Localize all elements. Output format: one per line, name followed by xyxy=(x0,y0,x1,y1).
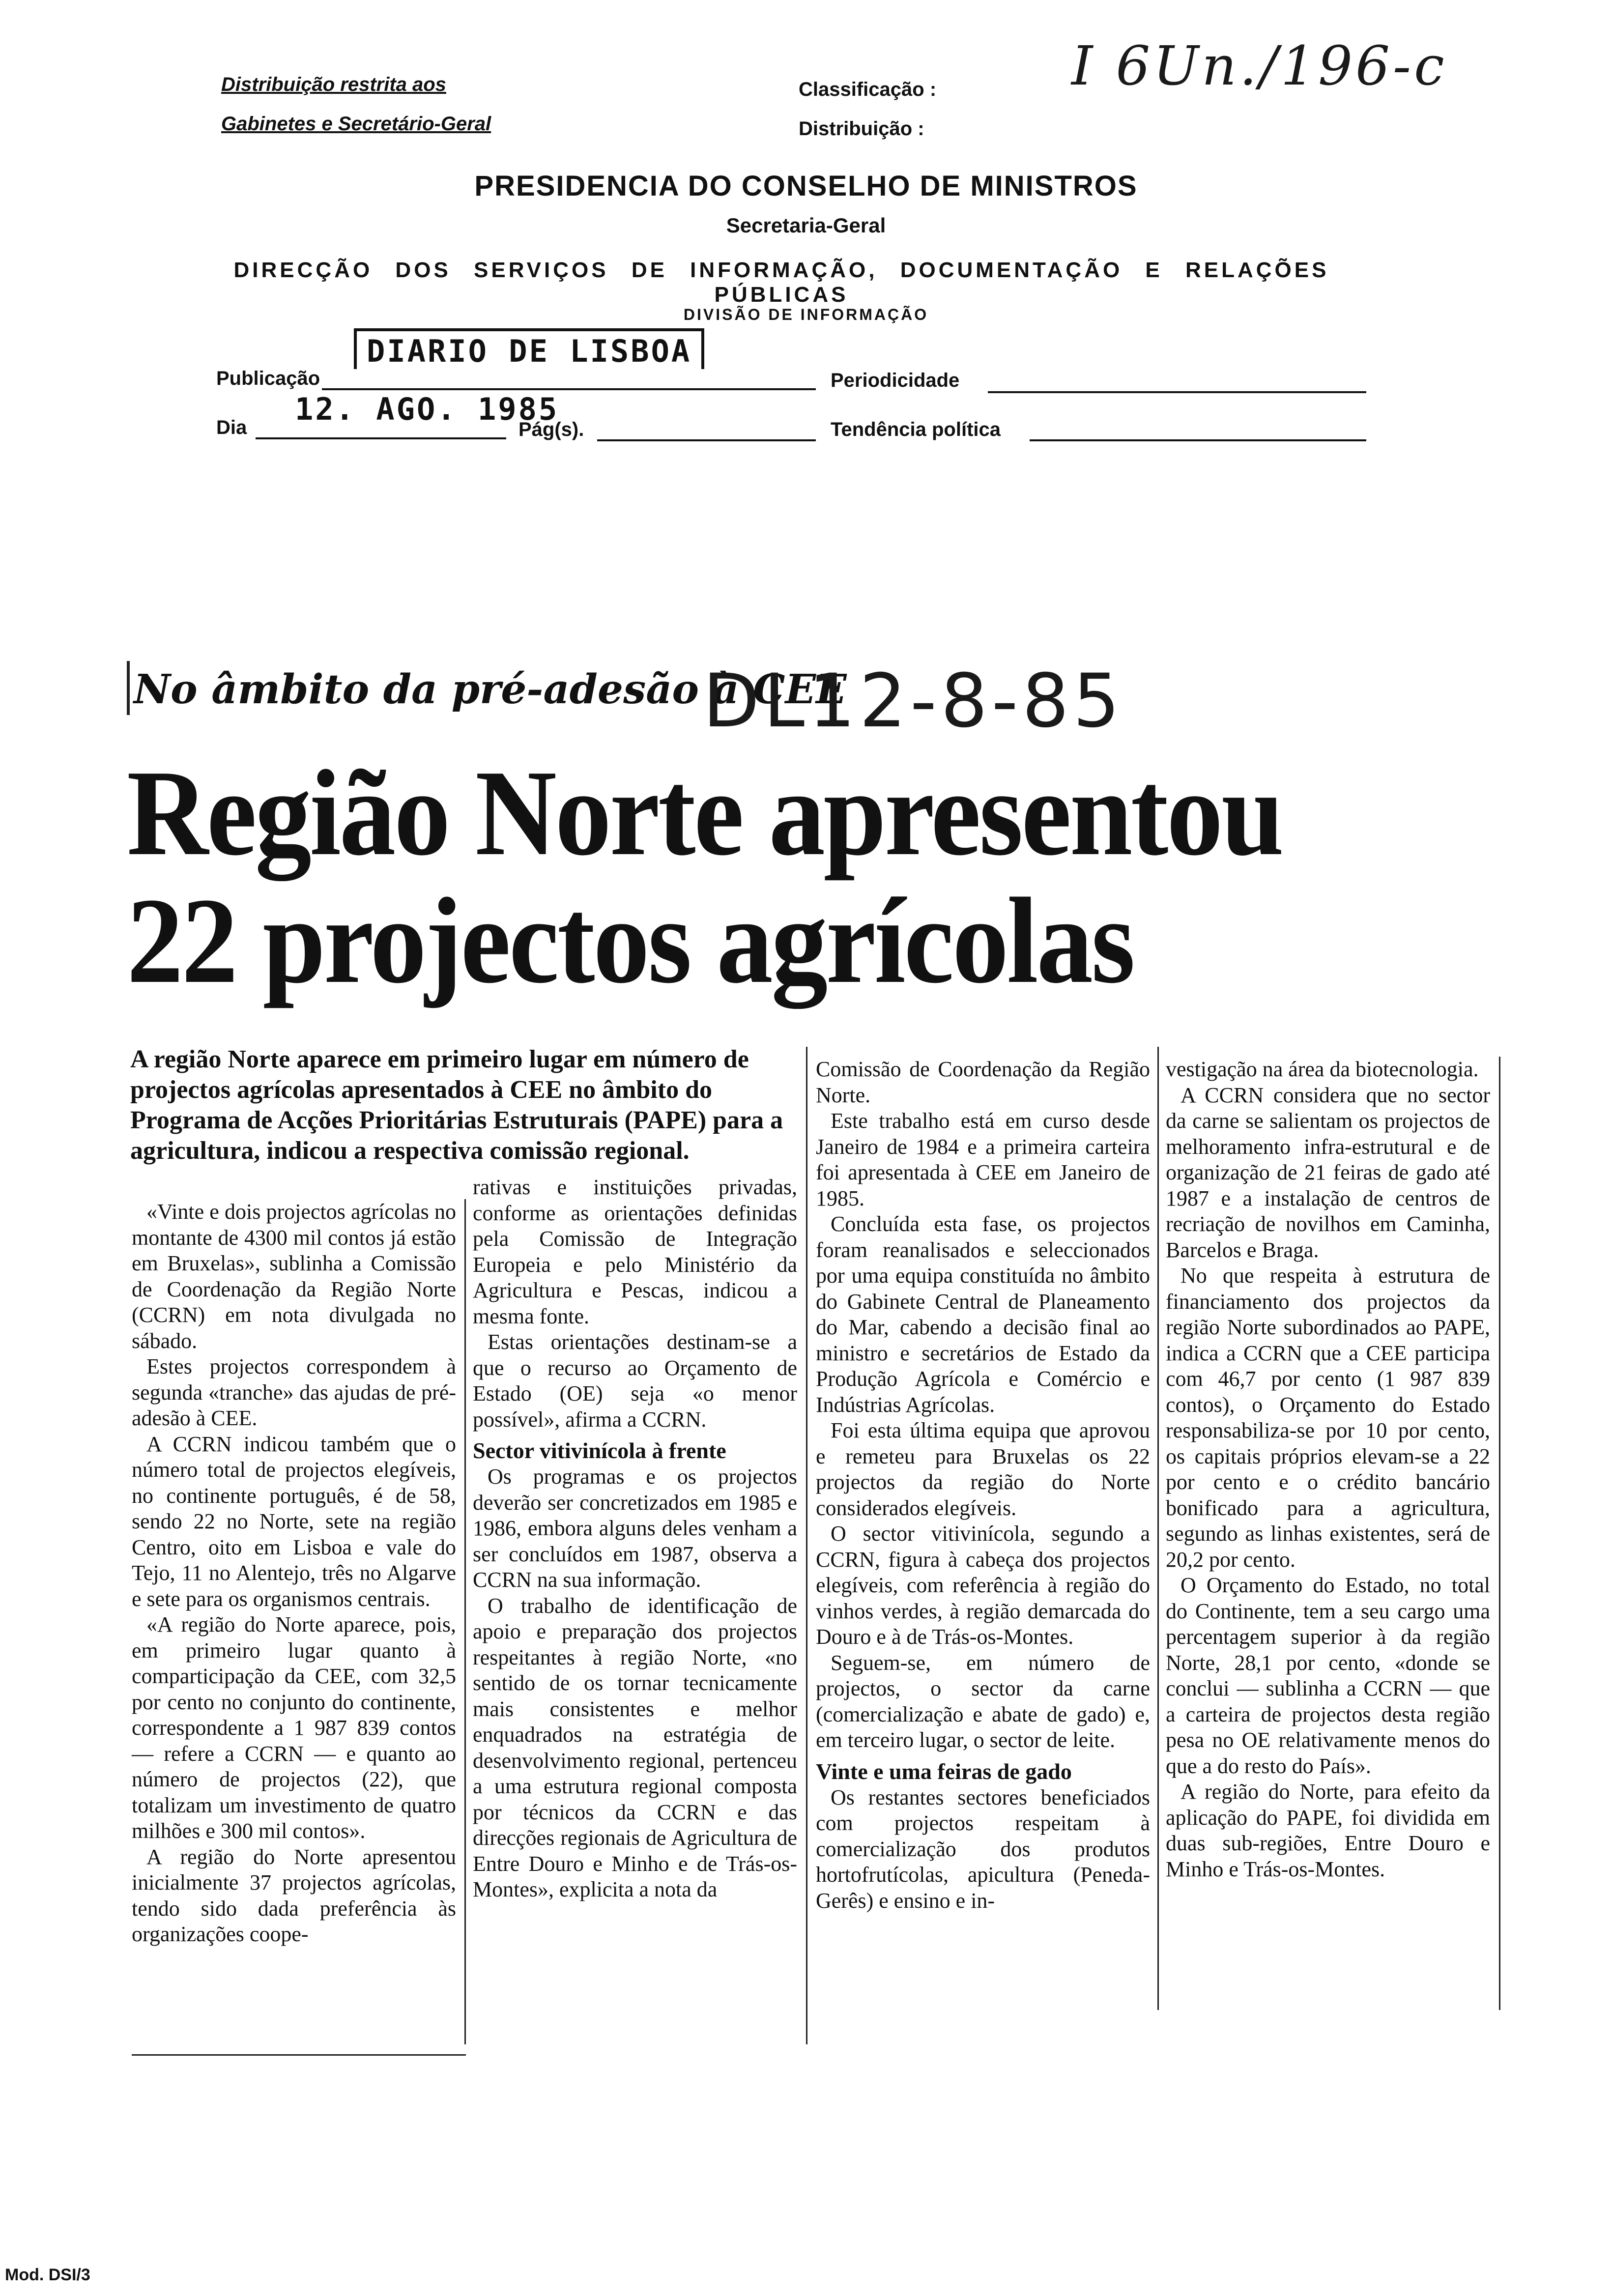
col4-paragraph: No que respeita à estrutura de financiamento dos projectos da região Norte subordinados ao PAPE, indica a CCRN que a CEE participa com 46,7 por cento (1 987 839 contos), o Orçamento do Estado responsabiliza-se por 10 por cento, os capitais próprios elevam-se a 22 por cento e o crédito bancário bonificado para a agricultura, segundo as linhas existentes, será de 20,2 por cento. xyxy=(1166,1263,1490,1572)
clipping-bottom-rule xyxy=(132,2054,466,2056)
department-line: DIRECÇÃO DOS SERVIÇOS DE INFORMAÇÃO, DOCUMENTAÇÃO E RELAÇÕES PÚBLICAS xyxy=(233,258,1329,307)
handwritten-reference: I 6Un./196-c xyxy=(1071,34,1447,97)
article-column-4 xyxy=(1166,1057,1490,1882)
article-column-1 xyxy=(132,1199,456,1948)
col3-paragraph: Foi esta última equipa que aprovou e remeteu para Bruxelas os 22 projectos da região do Norte considerados elegíveis. xyxy=(816,1418,1150,1520)
article-lead: A região Norte aparece em primeiro lugar em número de projectos agrícolas apresentados à CEE no âmbito do Programa de Acções Prioritárias Estruturais (PAPE) para a agricultura, indicou a respectiva comissão regional. xyxy=(130,1045,783,1165)
col1-paragraph: Estes projectos correspondem à segunda «tranche» das ajudas de pré-adesão à CEE. xyxy=(132,1354,456,1430)
col1-paragraph: «A região do Norte aparece, pois, em primeiro lugar quanto à comparticipação da CEE, com 32,5 por cento no conjunto do continente, correspondente a 1 987 839 contos — refere a CCRN — e quanto ao número de projectos (22), que totalizam um investimento de quatro milhões e 300 mil contos». xyxy=(132,1612,456,1843)
column-divider xyxy=(1157,1047,1159,2010)
periodicity-line xyxy=(988,391,1366,393)
pages-label: Pág(s). xyxy=(518,419,584,440)
pages-line xyxy=(597,439,816,441)
col3-paragraph: O sector vitivinícola, segundo a CCRN, figura à cabeça dos projectos elegíveis, com referência à região do vinhos verdes, à região demarcada do Douro e à de Trás-os-Montes. xyxy=(816,1521,1150,1649)
col2-paragraph: rativas e instituições privadas, conforme as orientações definidas pela Comissão de Integração Europeia e pelo Ministério da Agricultura e Pescas, indicou a mesma fonte. xyxy=(473,1175,797,1328)
col2-subheading: Sector vitivinícola à frente xyxy=(473,1438,726,1463)
col4-paragraph: A CCRN considera que no sector da carne se salientam os projectos de melhoramento infra-estrutural e de organização de 21 feiras de gado até 1987 e a instalação de centros de recriação de novilhos em Caminha, Barcelos e Braga. xyxy=(1166,1083,1490,1262)
office-title: PRESIDENCIA DO CONSELHO DE MINISTROS xyxy=(474,170,1138,202)
col3-paragraph: Seguem-se, em número de projectos, o sector da carne (comercialização e abate de gado) e, em terceiro lugar, o sector de leite. xyxy=(816,1650,1150,1752)
column-divider xyxy=(464,1199,466,2044)
handwritten-date-note: DL12-8-85 xyxy=(703,659,1124,744)
office-subtitle: Secretaria-Geral xyxy=(726,214,886,237)
col4-paragraph: vestigação na área da biotecnologia. xyxy=(1166,1057,1479,1081)
col3-paragraph: Este trabalho está em curso desde Janeiro de 1984 e a primeira carteira foi apresentada à CEE em Janeiro de 1985. xyxy=(816,1109,1150,1210)
publication-label: Publicação xyxy=(216,368,320,389)
col2-paragraph: Estas orientações destinam-se a que o recurso ao Orçamento de Estado (OE) seja «o menor possível», afirma a CCRN. xyxy=(473,1330,797,1432)
classification-label: Classificação : xyxy=(799,79,937,100)
distribution-label: Distribuição : xyxy=(799,118,924,140)
restricted-distribution-line1: Distribuição restrita aos xyxy=(221,74,446,95)
col1-paragraph: A CCRN indicou também que o número total de projectos elegíveis, no continente português, é de 58, sendo 22 no Norte, sete na região Centro, oito em Lisboa e vale do Tejo, 11 no Alentejo, três no Algarve e sete para os organismos centrais. xyxy=(132,1432,456,1611)
col3-paragraph: Os restantes sectores beneficiados com projectos respeitam à comercialização dos produtos hortofrutícolas, apicultura (Peneda-Gerês) e ensino e in- xyxy=(816,1785,1150,1913)
division-label: DIVISÃO DE INFORMAÇÃO xyxy=(683,306,929,323)
political-tendency-label: Tendência política xyxy=(831,419,1001,440)
article-kicker: No âmbito da pré-adesão à CEE xyxy=(134,666,847,713)
col3-paragraph: Comissão de Coordenação da Região Norte. xyxy=(816,1057,1150,1107)
restricted-distribution-line2: Gabinetes e Secretário-Geral xyxy=(221,113,491,135)
kicker-bar xyxy=(127,661,130,715)
periodicity-label: Periodicidade xyxy=(831,370,960,391)
col3-subheading: Vinte e uma feiras de gado xyxy=(816,1758,1072,1784)
form-code: Mod. DSI/3 xyxy=(5,2266,90,2284)
col4-paragraph: O Orçamento do Estado, no total do Continente, tem a seu cargo uma percentagem superior à da região Norte, 28,1 por cento, «donde se conclui — sublinha a CCRN — que a carteira de projectos desta região pesa no OE relativamente menos do que a do resto do País». xyxy=(1166,1573,1490,1778)
day-line xyxy=(256,437,506,439)
column-divider xyxy=(806,1047,807,2044)
day-label: Dia xyxy=(216,417,247,438)
publication-value: DIARIO DE LISBOA xyxy=(354,328,704,369)
publication-stamp xyxy=(354,328,704,369)
col2-paragraph: Os programas e os projectos deverão ser concretizados em 1985 e 1986, embora alguns deles venham a ser concluídos em 1987, observa a CCRN na sua informação. xyxy=(473,1464,797,1592)
headline-line1: Região Norte apresentou xyxy=(127,745,1283,881)
col1-paragraph: «Vinte e dois projectos agrícolas no montante de 4300 mil contos já estão em Bruxelas», sublinha a Comissão de Coordenação da Região Norte (CCRN) em nota divulgada no sábado. xyxy=(132,1200,456,1353)
political-tendency-line xyxy=(1030,439,1366,441)
article-column-2 xyxy=(473,1175,797,1903)
article-column-3 xyxy=(816,1057,1150,1914)
publication-line xyxy=(322,388,816,390)
col3-paragraph: Concluída esta fase, os projectos foram reanalisados e seleccionados por uma equipa constituída no âmbito do Gabinete Central de Planeamento do Mar, cabendo a decisão final ao ministro e secretários de Estado da Produção Agrícola e Comércio e Indústrias Agrícolas. xyxy=(816,1212,1150,1417)
col2-paragraph: O trabalho de identificação de apoio e preparação dos projectos respeitantes à região Norte, «no sentido de os tornar tecnicamente mais consistentes e melhor enquadrados na estratégia de desenvolvimento regional, pertenceu a uma estrutura regional composta por técnicos da CCRN e das direcções regionais de Agricultura de Entre Douro e Minho e de Trás-os-Montes», explicita a nota da xyxy=(473,1593,797,1901)
col1-paragraph: A região do Norte apresentou inicialmente 37 projectos agrícolas, tendo sido dada preferência às organizações coope- xyxy=(132,1844,456,1946)
column-divider xyxy=(1499,1057,1500,2010)
day-value: 12. AGO. 1985 xyxy=(295,391,559,427)
col4-paragraph: A região do Norte, para efeito da aplicação do PAPE, foi dividida em duas sub-regiões, Entre Douro e Minho e Trás-os-Montes. xyxy=(1166,1779,1490,1881)
headline-line2: 22 projectos agrícolas xyxy=(127,873,1134,1009)
